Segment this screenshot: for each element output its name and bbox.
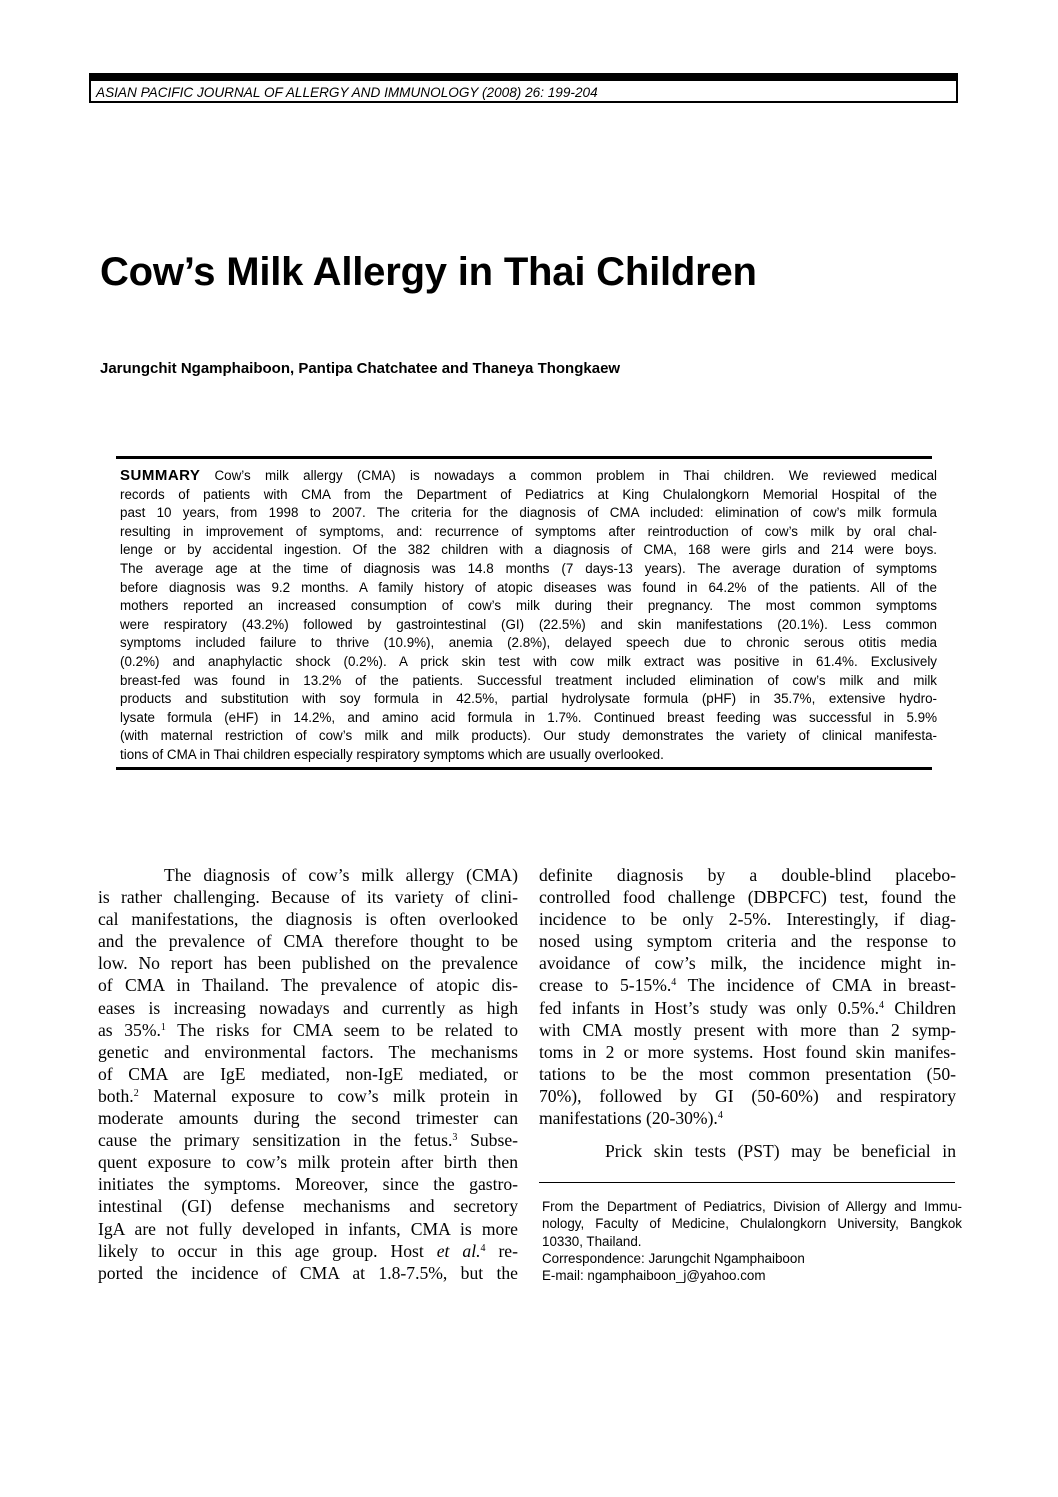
footnote-line: 10330, Thailand.	[542, 1233, 642, 1249]
summary-line: (0.2%) and anaphylactic shock (0.2%). A prick skin test with cow milk extract was positive in 61.4%. Exclusively	[120, 653, 937, 669]
reference-4: 4	[717, 1110, 723, 1122]
body-line: nosed using symptom criteria and the response to	[539, 931, 956, 952]
summary-line: (with maternal restriction of cow’s milk and milk products). Our study demonstrates the variety of clinical manifesta-	[120, 728, 937, 744]
body-line: ported the incidence of CMA at 1.8-7.5%, but the	[98, 1262, 518, 1283]
body-column-left	[98, 864, 518, 1284]
summary-line: were respiratory (43.2%) followed by gastrointestinal (GI) (22.5%) and skin manifestations (20.1%). Less common	[120, 616, 937, 632]
body-line: of CMA are IgE mediated, non-IgE mediated, or	[98, 1063, 518, 1084]
body-line: The diagnosis of cow’s milk allergy (CMA)	[164, 865, 518, 885]
body-line: genetic and environmental factors. The mechanisms	[98, 1041, 518, 1062]
summary-line: mothers reported an increased consumption of cow’s milk during their pregnancy. The most common symptoms	[120, 598, 937, 614]
reference-1: 1	[160, 1021, 166, 1033]
body-column-right	[539, 864, 956, 1162]
summary-line: lenge or by accidental ingestion. Of the 382 children with a diagnosis of CMA, 168 were girls and 214 were boys.	[120, 542, 937, 558]
body-line: cal manifestations, the diagnosis is often overlooked	[98, 909, 518, 930]
summary-line: symptoms included failure to thrive (10.9%), anemia (2.8%), delayed speech due to chronic serous otitis media	[120, 635, 937, 651]
footnote-rule	[539, 1182, 955, 1183]
body-line: and the prevalence of CMA therefore thought to be	[98, 931, 518, 952]
author-list: Jarungchit Ngamphaiboon, Pantipa Chatchatee and Thaneya Thongkaew	[100, 360, 621, 377]
email-address: E-mail: ngamphaiboon_j@yahoo.com	[542, 1268, 766, 1284]
body-line: initiates the symptoms. Moreover, since the gastro-	[98, 1174, 518, 1195]
body-line: as 35%.$^1$ The risks for CMA seem to be related to	[98, 1019, 518, 1040]
body-line: controlled food challenge (DBPCFC) test, found the	[539, 887, 956, 908]
affiliation-footnote	[542, 1198, 962, 1284]
footnote-line: nology, Faculty of Medicine, Chulalongkorn University, Bangkok	[542, 1216, 962, 1232]
reference-4: 4	[480, 1242, 486, 1254]
body-line: Prick skin tests (PST) may be beneficial in	[605, 1141, 956, 1162]
body-line: moderate amounts during the second trimester can	[98, 1108, 518, 1129]
summary-top-rule	[116, 456, 932, 459]
body-line: cause the primary sensitization in the fetus.$^3$ Subse-	[98, 1130, 518, 1151]
reference-2: 2	[133, 1087, 139, 1099]
body-line: of CMA in Thailand. The prevalence of atopic dis-	[98, 975, 518, 996]
footnote-line: From the Department of Pediatrics, Division of Allergy and Immu-	[542, 1199, 962, 1214]
summary-line: past 10 years, from 1998 to 2007. The criteria for the diagnosis of CMA included: elimination of cow’s milk formula	[120, 505, 937, 521]
summary-line: breast-fed was found in 13.2% of the patients. Successful treatment included elimination of cow’s milk and milk	[120, 672, 937, 688]
summary-abstract	[120, 467, 937, 765]
body-line: fed infants in Host’s study was only 0.5%.$^4$ Children	[539, 997, 956, 1018]
body-line: quent exposure to cow’s milk protein after birth then	[98, 1152, 518, 1173]
body-line: manifestations (20-30%).$^4$	[539, 1108, 723, 1129]
body-line: with CMA mostly present with more than 2 symp-	[539, 1019, 956, 1040]
summary-line: SUMMARY Cow’s milk allergy (CMA) is nowadays a common problem in Thai children. We reviewed medical	[120, 467, 937, 484]
body-line: avoidance of cow’s milk, the incidence might in-	[539, 953, 956, 974]
summary-line: products and substitution with soy formula in 42.5%, partial hydrolysate formula (pHF) in 35.7%, extensive hydro-	[120, 691, 937, 707]
body-line: 70%), followed by GI (50-60%) and respiratory	[539, 1085, 956, 1106]
body-line: IgA are not fully developed in infants, CMA is more	[98, 1218, 518, 1239]
summary-line: lysate formula (eHF) in 14.2%, and amino acid formula in 1.7%. Continued breast feeding was successful in 5.9%	[120, 709, 937, 725]
body-line: eases is increasing nowadays and currently as high	[98, 997, 518, 1018]
body-line: is rather challenging. Because of its variety of clini-	[98, 887, 518, 908]
summary-line: resulting in improvement of symptoms, and: recurrence of symptoms after reintroduction of cow’s milk by oral chal-	[120, 523, 937, 539]
reference-3: 3	[452, 1132, 458, 1144]
body-line: intestinal (GI) defense mechanisms and secretory	[98, 1196, 518, 1217]
body-line: tations to be the most common presentation (50-	[539, 1063, 956, 1084]
body-line: low. No report has been published on the prevalence	[98, 953, 518, 974]
body-line: definite diagnosis by a double-blind placebo-	[539, 865, 956, 885]
body-line: both.$^2$ Maternal exposure to cow’s milk protein in	[98, 1085, 518, 1106]
reference-4: 4	[878, 999, 884, 1011]
summary-line: records of patients with CMA from the Department of Pediatrics at King Chulalongkorn Memorial Hospital of the	[120, 486, 937, 502]
summary-line: tions of CMA in Thai children especially respiratory symptoms which are usually overlooked.	[120, 746, 664, 762]
body-line: incidence to be only 2-5%. Interestingly, if diag-	[539, 909, 956, 930]
article-title: Cow’s Milk Allergy in Thai Children	[100, 250, 757, 294]
et-al: et al.	[436, 1240, 481, 1261]
journal-header: ASIAN PACIFIC JOURNAL OF ALLERGY AND IMMUNOLOGY (2008) 26: 199-204	[89, 73, 958, 103]
body-line: likely to occur in this age group. Host et al.$^4$ re-	[98, 1240, 518, 1261]
summary-line: The average age at the time of diagnosis was 14.8 months (7 days-13 years). The average duration of symptoms	[120, 560, 937, 576]
body-line: crease to 5-15%.$^4$ The incidence of CMA in breast-	[539, 975, 956, 996]
correspondence: Correspondence: Jarungchit Ngamphaiboon	[542, 1250, 805, 1266]
body-line: toms in 2 or more systems. Host found skin manifes-	[539, 1041, 956, 1062]
summary-bottom-rule	[116, 767, 932, 770]
summary-heading: SUMMARY	[120, 467, 201, 484]
reference-4: 4	[671, 977, 677, 989]
summary-line: before diagnosis was 9.2 months. A family history of atopic diseases was found in 64.2% of the patients. All of the	[120, 579, 937, 595]
